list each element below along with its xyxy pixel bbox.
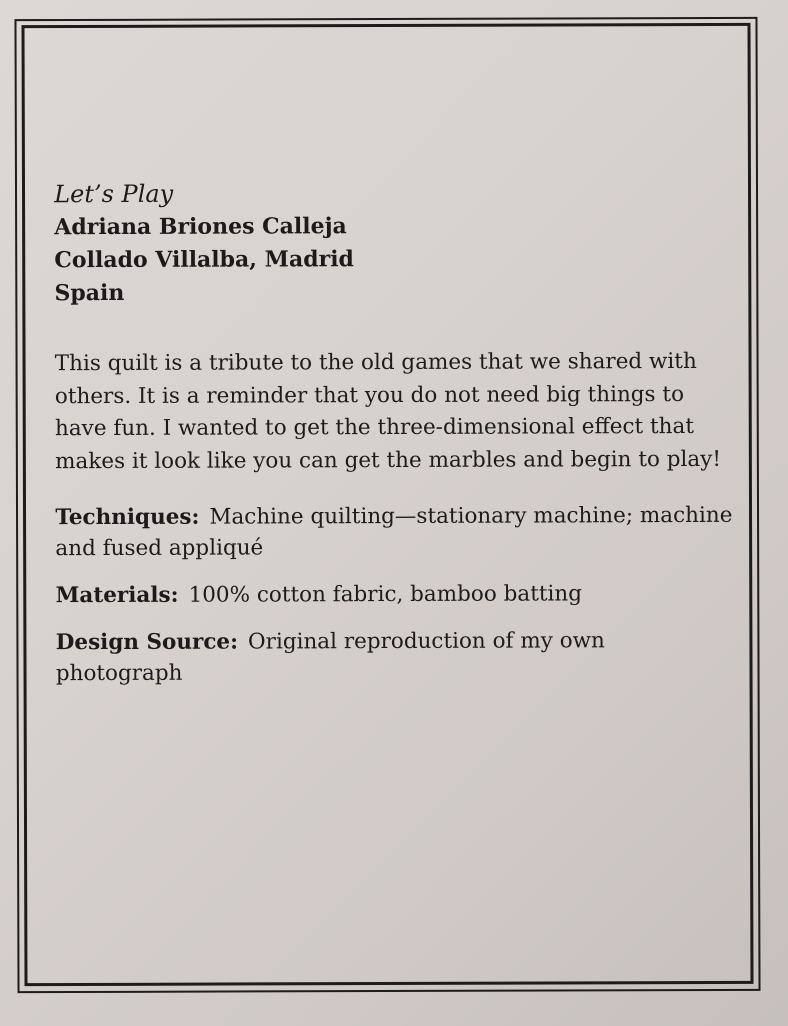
quilt-title: Let’s Play [54, 179, 174, 209]
detail-label: Techniques: [55, 505, 200, 531]
detail-materials [56, 578, 736, 611]
detail-label: Design Source: [55, 629, 239, 656]
detail-value: Machine quilting—stationary machine; machine and fused appliqué [55, 503, 733, 562]
detail-label: Materials: [55, 583, 179, 609]
detail-value: Original reproduction of my own photograph [55, 628, 605, 687]
quilt-description: This quilt is a tribute to the old games that we shared with others. It is a reminder that you do not need big things to have fun. I wanted to get the three-dimensional effect that makes it look like you can get the marbles and begin to play! [54, 348, 722, 474]
quilt-label-card [54, 175, 736, 690]
detail-design-source [56, 625, 736, 689]
artist-name: Adriana Briones Calleja [54, 213, 347, 241]
artist-city: Collado Villalba, Madrid [54, 246, 354, 274]
detail-techniques [55, 500, 735, 564]
artist-country: Spain [54, 279, 125, 307]
detail-value: 100% cotton fabric, bamboo batting [188, 581, 583, 609]
